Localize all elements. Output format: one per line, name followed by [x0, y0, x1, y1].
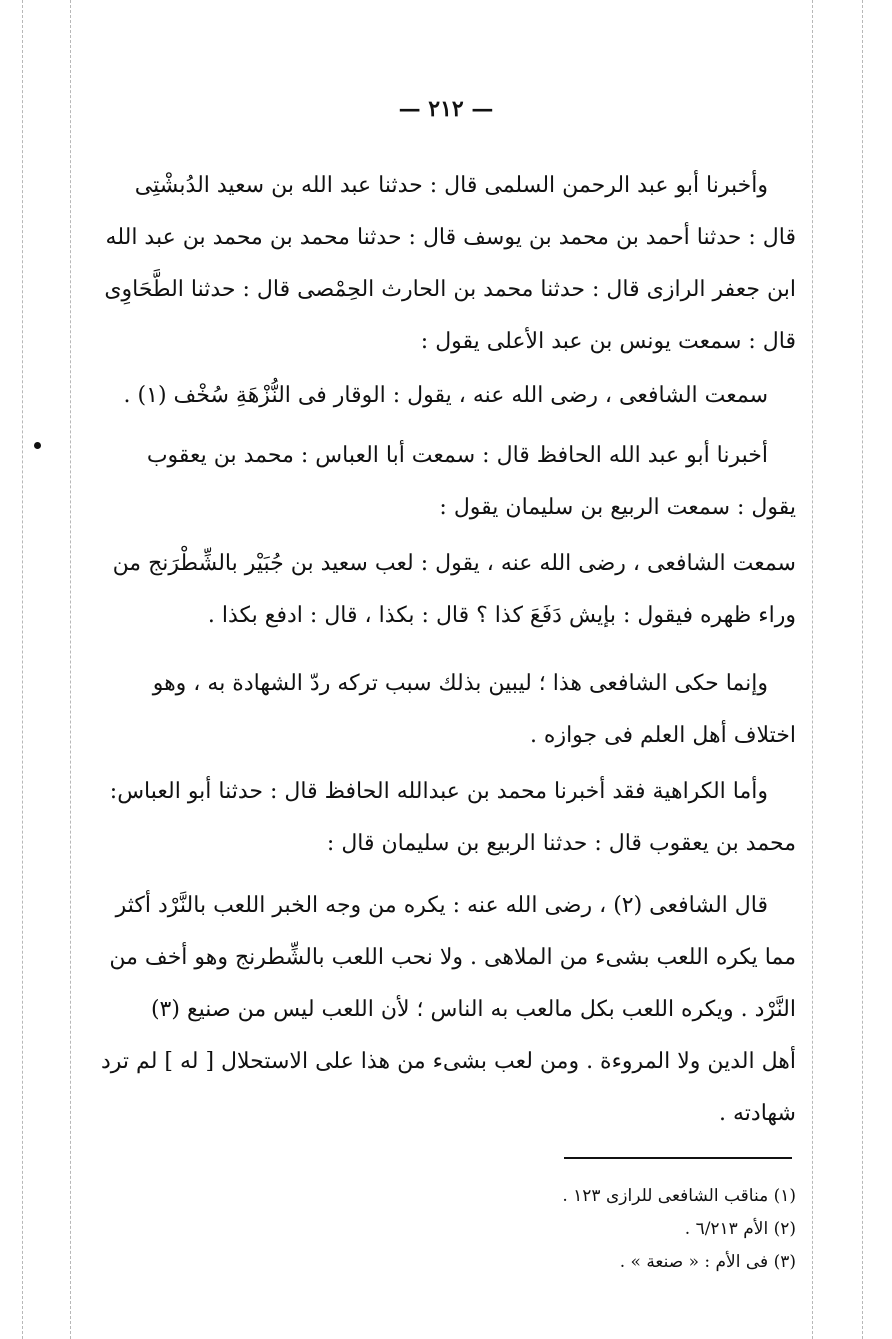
text-line: وراء ظهره فيقول : بإيش دَفَعَ كذا ؟ قال : بكذا ، قال : ادفع بكذا .	[207, 603, 796, 628]
footnote: (٣) فى الأم : « صنعة » .	[619, 1252, 796, 1272]
footnote-separator	[564, 1157, 792, 1159]
footnote: (١) مناقب الشافعى للرازى ١٢٣ .	[562, 1186, 796, 1206]
page-number: — ٢١٢ —	[398, 96, 494, 122]
footnote: (٢) الأم ٦/٢١٣ .	[684, 1219, 796, 1239]
scan-fold-line	[862, 0, 863, 1339]
text-line: النَّرْد . ويكره اللعب بكل مالعب به الناس ؛ لأن اللعب ليس من صنيع (٣)	[150, 997, 796, 1022]
paragraph-commentary	[96, 658, 796, 762]
text-line: محمد بن يعقوب قال : حدثنا الربيع بن سليمان قال :	[326, 831, 796, 856]
text-line: اختلاف أهل العلم فى جوازه .	[529, 723, 796, 748]
text-line: وأخبرنا أبو عبد الرحمن السلمى قال : حدثنا عبد الله بن سعيد الدُبشْتِى	[134, 173, 768, 198]
text-line: وإنما حكى الشافعى هذا ؛ ليبين بذلك سبب تركه ردّ الشهادة به ، وهو	[152, 671, 768, 696]
text-line: يقول : سمعت الربيع بن سليمان يقول :	[439, 495, 796, 520]
paragraph-quote-3	[96, 880, 796, 1140]
paragraph-isnad-3	[96, 766, 796, 870]
text-line: قال الشافعى (٢) ، رضى الله عنه : يكره من وجه الخبر اللعب بالنَّرْد أكثر	[115, 893, 768, 918]
paragraph-quote-1	[96, 370, 796, 422]
text-line: وأما الكراهية فقد أخبرنا محمد بن عبدالله الحافظ قال : حدثنا أبو العباس:	[109, 779, 768, 804]
footnotes	[96, 1180, 796, 1279]
text-line: قال : حدثنا أحمد بن محمد بن يوسف قال : حدثنا محمد بن محمد بن عبد الله	[105, 225, 796, 250]
paragraph-isnad-1	[96, 160, 796, 368]
text-line: أخبرنا أبو عبد الله الحافظ قال : سمعت أبا العباس : محمد بن يعقوب	[146, 443, 768, 468]
text-line: ابن جعفر الرازى قال : حدثنا محمد بن الحارث الحِمْصى قال : حدثنا الطَّحَاوِى	[104, 277, 796, 302]
text-line: أهل الدين ولا المروءة . ومن لعب بشىء من هذا على الاستحلال [ له ] لم ترد	[101, 1049, 796, 1074]
text-line: قال : سمعت يونس بن عبد الأعلى يقول :	[420, 329, 796, 354]
scan-fold-line	[812, 0, 813, 1339]
text-line: سمعت الشافعى ، رضى الله عنه ، يقول : الوقار فى النُّزْهَةِ سُخْف (١) .	[123, 383, 768, 408]
paragraph-quote-2	[96, 538, 796, 642]
scan-fold-line	[22, 0, 23, 1339]
paragraph-isnad-2	[96, 430, 796, 534]
scan-dot-mark	[34, 442, 41, 449]
scan-fold-line	[70, 0, 71, 1339]
text-line: سمعت الشافعى ، رضى الله عنه ، يقول : لعب سعيد بن جُبَيْر بالشِّطْرَنج من	[112, 551, 796, 576]
text-line: مما يكره اللعب بشىء من الملاهى . ولا نحب اللعب بالشِّطرنج وهو أخف من	[109, 945, 796, 970]
text-line: شهادته .	[719, 1101, 796, 1126]
